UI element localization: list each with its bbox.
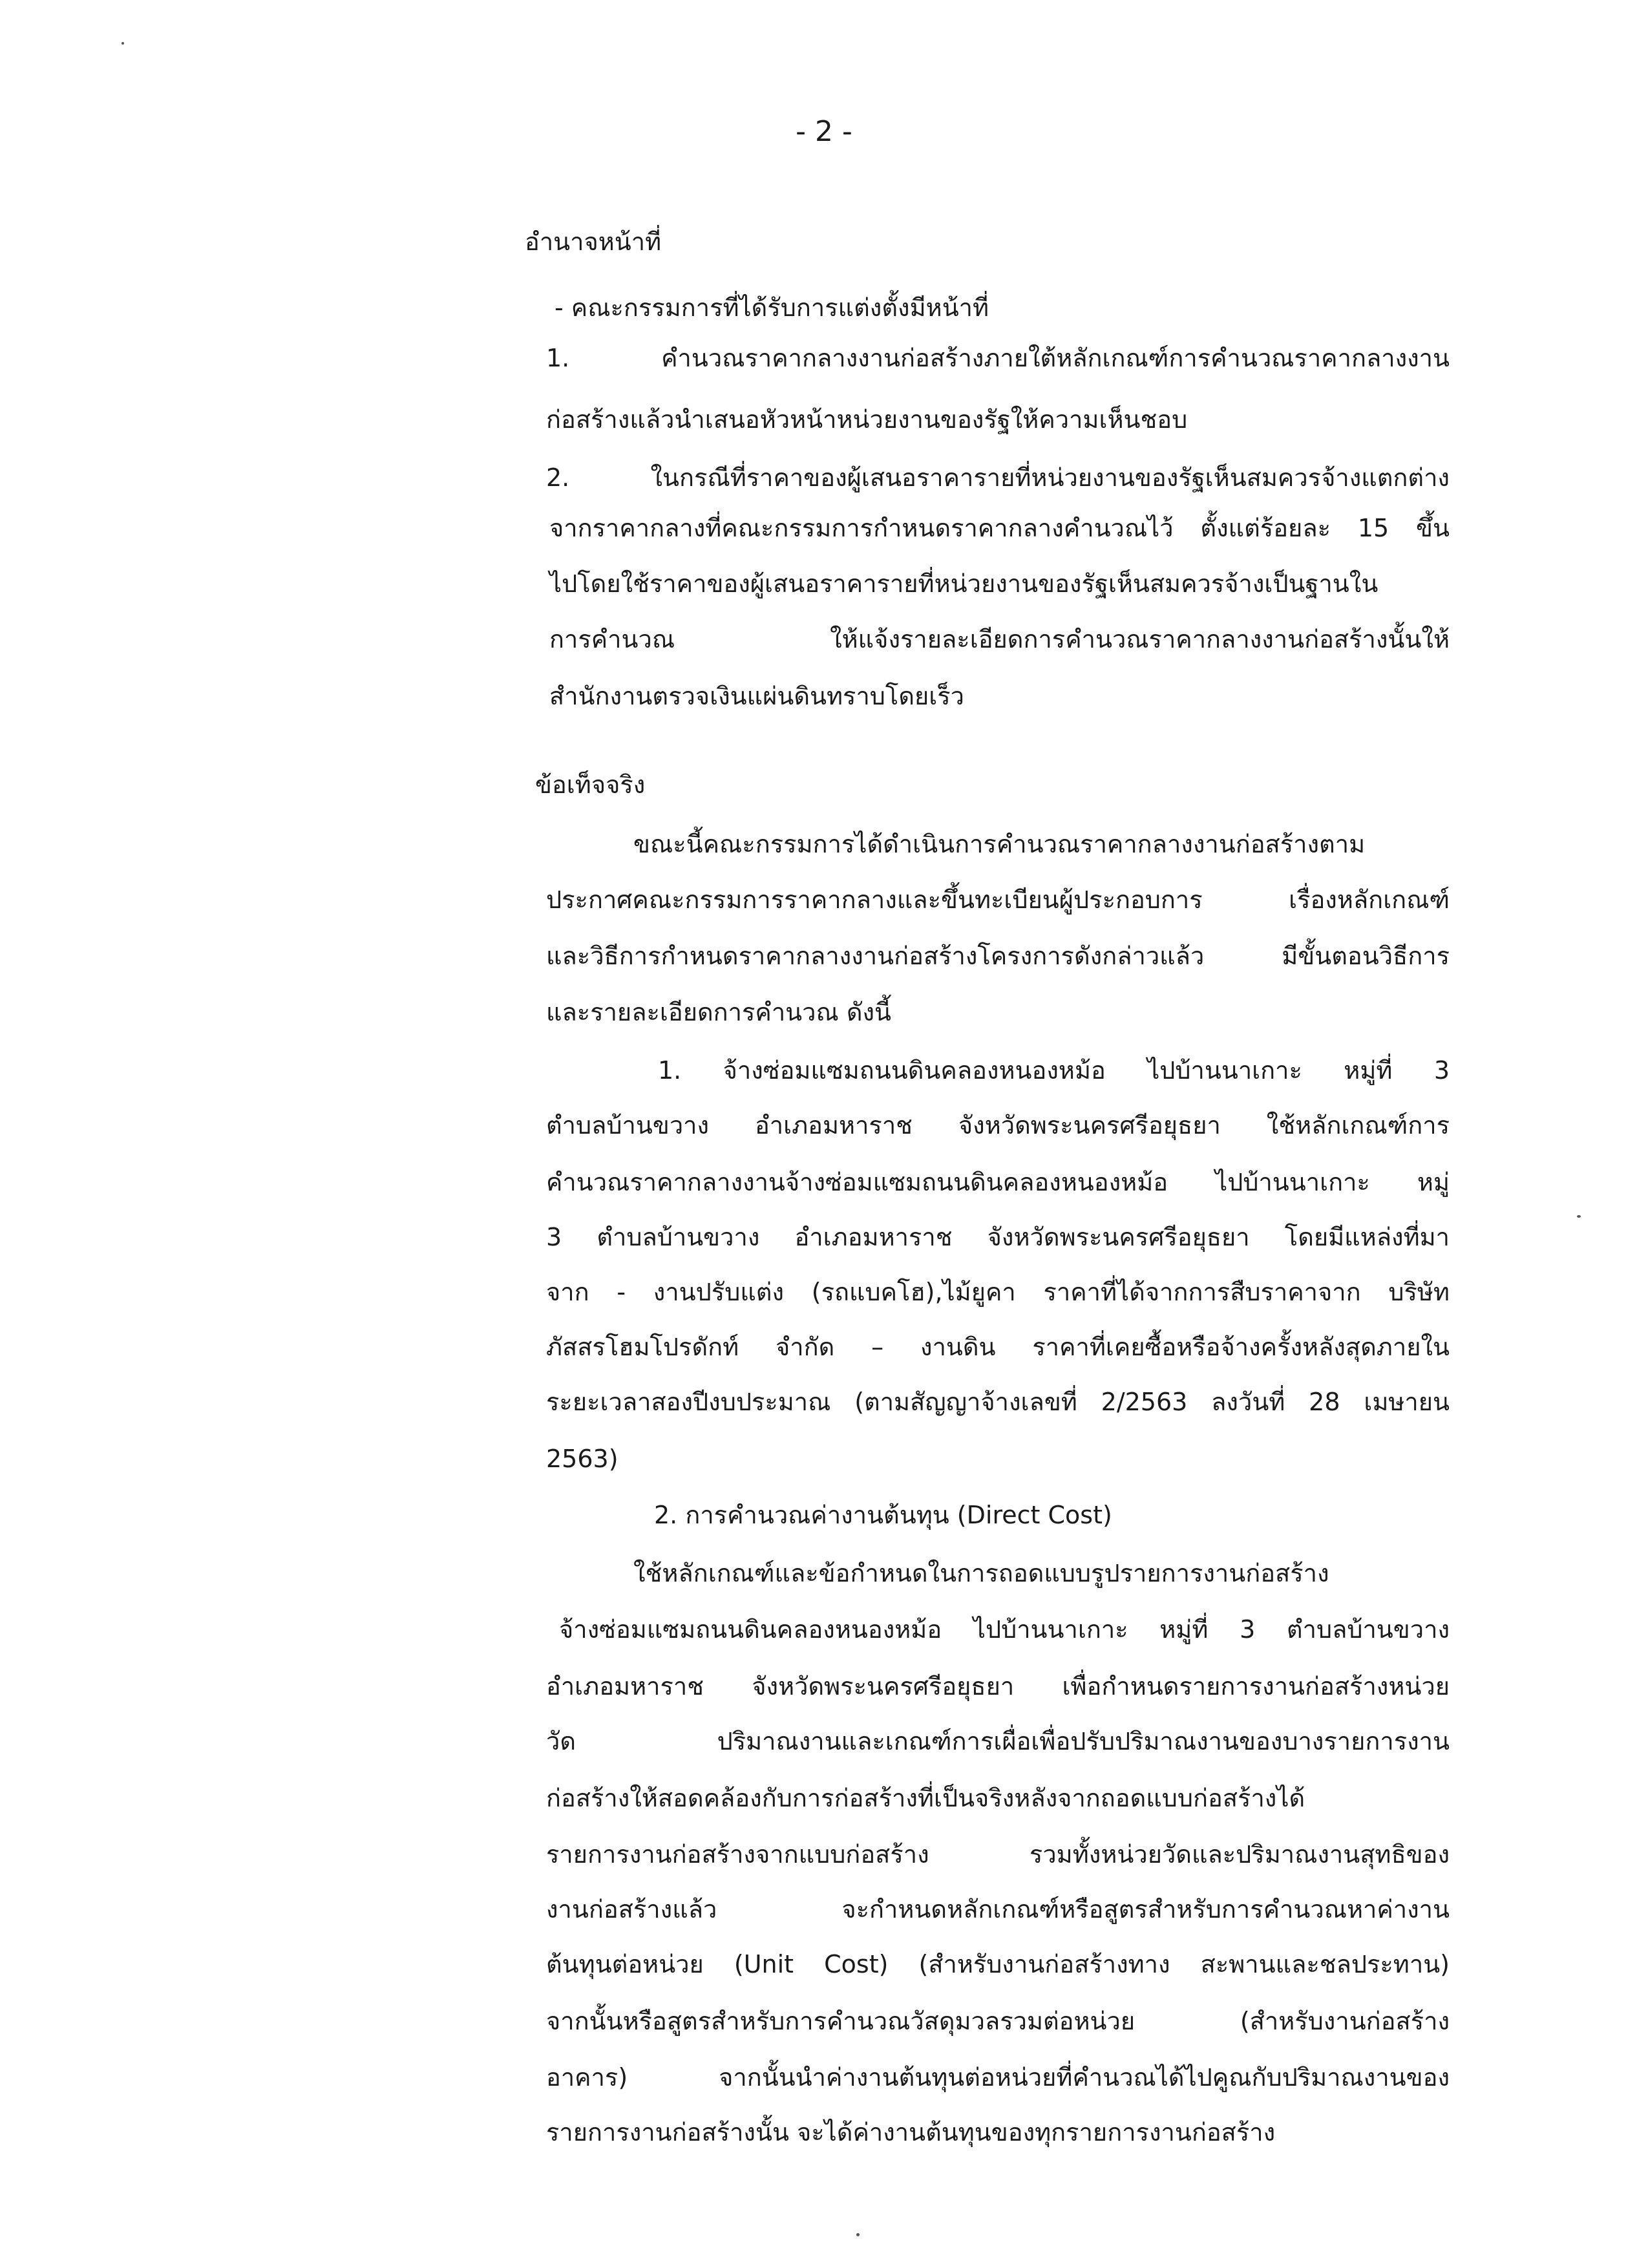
scan-speck [121,42,124,45]
facts-item2-line6: รายการงานก่อสร้างจากแบบก่อสร้าง รวมทั้งหน่วยวัดและปริมาณงานสุทธิของ [546,1840,1450,1869]
facts-paragraph1-line3: และวิธีการกำหนดราคากลางงานก่อสร้างโครงการดังกล่าวแล้ว มีขั้นตอนวิธีการ [546,942,1450,970]
authority-item2-line4: การคำนวณ ให้แจ้งรายละเอียดการคำนวณราคากลางงานก่อสร้างนั้นให้ [549,625,1450,653]
facts-item1-line7: ระยะเวลาสองปีงบประมาณ (ตามสัญญาจ้างเลขที่ 2/2563 ลงวันที่ 28 เมษายน [546,1388,1450,1416]
authority-item2-line5: สำนักงานตรวจเงินแผ่นดินทราบโดยเร็ว [549,682,964,710]
facts-item2-line8: ต้นทุนต่อหน่วย (Unit Cost) (สำหรับงานก่อสร้างทาง สะพานและชลประทาน) [546,1950,1450,1978]
facts-item2-line9: จากนั้นหรือสูตรสำหรับการคำนวณวัสดุมวลรวมต่อหน่วย (สำหรับงานก่อสร้าง [546,2007,1450,2035]
facts-item1-line8: 2563) [546,1445,618,1473]
facts-item2-heading: 2. การคำนวณค่างานต้นทุน (Direct Cost) [654,1501,1112,1529]
authority-item2-line2: จากราคากลางที่คณะกรรมการกำหนดราคากลางคำนวณไว้ ตั้งแต่ร้อยละ 15 ขึ้น [549,514,1450,542]
facts-paragraph1-line4: และรายละเอียดการคำนวณ ดังนี้ [546,998,892,1026]
facts-item2-line3: อำเภอมหาราช จังหวัดพระนครศรีอยุธยา เพื่อกำหนดรายการงานก่อสร้างหน่วย [546,1672,1450,1701]
authority-intro: - คณะกรรมการที่ได้รับการแต่งตั้งมีหน้าที่ [555,293,989,322]
page-number: - 2 - [796,115,852,148]
facts-item2-line11: รายการงานก่อสร้างนั้น จะได้ค่างานต้นทุนของทุกรายการงานก่อสร้าง [546,2118,1276,2146]
facts-item2-line10: อาคาร) จากนั้นนำค่างานต้นทุนต่อหน่วยที่คำนวณได้ไปคูณกับปริมาณงานของ [546,2063,1450,2092]
facts-paragraph1-line1: ขณะนี้คณะกรรมการได้ดำเนินการคำนวณราคากลางงานก่อสร้างตาม [633,830,1366,858]
facts-item2-line7: งานก่อสร้างแล้ว จะกำหนดหลักเกณฑ์หรือสูตรสำหรับการคำนวณหาค่างาน [546,1895,1450,1924]
scan-speck [856,2233,860,2236]
authority-item2-line1: 2. ในกรณีที่ราคาของผู้เสนอราคารายที่หน่วยงานของรัฐเห็นสมควรจ้างแตกต่าง [546,463,1450,492]
scan-speck [1577,1215,1581,1218]
facts-paragraph1-line2: ประกาศคณะกรรมการราคากลางและขึ้นทะเบียนผู้ประกอบการ เรื่องหลักเกณฑ์ [546,885,1450,914]
authority-item2-line3: ไปโดยใช้ราคาของผู้เสนอราคารายที่หน่วยงานของรัฐเห็นสมควรจ้างเป็นฐานใน [549,569,1379,598]
facts-item2-line5: ก่อสร้างให้สอดคล้องกับการก่อสร้างที่เป็นจริงหลังจากถอดแบบก่อสร้างได้ [546,1784,1305,1812]
facts-item1-line5: จาก - งานปรับแต่ง (รถแบคโฮ),ไม้ยูคา ราคาที่ได้จากการสืบราคาจาก บริษัท [546,1278,1450,1306]
authority-heading: อำนาจหน้าที่ [525,228,662,256]
facts-heading: ข้อเท็จจริง [535,770,646,799]
authority-item1-line2: ก่อสร้างแล้วนำเสนอหัวหน้าหน่วยงานของรัฐให้ความเห็นชอบ [546,405,1188,434]
facts-item1-line3: คำนวณราคากลางงานจ้างซ่อมแซมถนนดินคลองหนองหม้อ ไปบ้านนาเกาะ หมู่ [546,1168,1450,1196]
facts-item2-line1: ใช้หลักเกณฑ์และข้อกำหนดในการถอดแบบรูปรายการงานก่อสร้าง [633,1559,1329,1587]
facts-item1-line2: ตำบลบ้านขวาง อำเภอมหาราช จังหวัดพระนครศรีอยุธยา ใช้หลักเกณฑ์การ [546,1111,1450,1139]
facts-item1-line6: ภัสสรโฮมโปรดักท์ จำกัด – งานดิน ราคาที่เคยซื้อหรือจ้างครั้งหลังสุดภายใน [546,1333,1450,1361]
facts-item2-line2: จ้างซ่อมแซมถนนดินคลองหนองหม้อ ไปบ้านนาเกาะ หมู่ที่ 3 ตำบลบ้านขวาง [559,1615,1450,1644]
facts-item1-line1: 1. จ้างซ่อมแซมถนนดินคลองหนองหม้อ ไปบ้านนาเกาะ หมู่ที่ 3 [658,1056,1450,1085]
facts-item1-line4: 3 ตำบลบ้านขวาง อำเภอมหาราช จังหวัดพระนครศรีอยุธยา โดยมีแหล่งที่มา [546,1223,1450,1251]
authority-item1-line1: 1. คำนวณราคากลางงานก่อสร้างภายใต้หลักเกณฑ์การคำนวณราคากลางงาน [546,344,1450,372]
facts-item2-line4: วัด ปริมาณงานและเกณฑ์การเผื่อเพื่อปรับปริมาณงานของบางรายการงาน [546,1727,1450,1755]
